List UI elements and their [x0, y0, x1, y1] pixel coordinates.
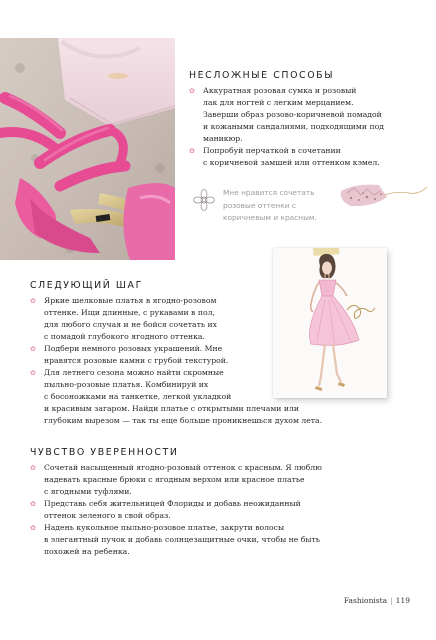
footer-separator: |	[390, 596, 393, 605]
list-item	[30, 522, 410, 558]
bullet-list	[30, 295, 390, 427]
text-line: похожей на ребенка.	[44, 547, 130, 556]
text-line: ✿ Сочетай насыщенный ягодно-розовый оттенок с красным. Я люблю	[44, 463, 322, 472]
text-line: с босоножками на танкетке, легкой укладкой	[44, 392, 232, 401]
section-easy-ways	[189, 70, 429, 169]
text-line: глубоким вырезом — так ты еще больше проникнешься духом лета.	[44, 416, 323, 425]
text-line: с коричневой замшей или оттенком кэмел.	[203, 158, 380, 167]
text-line: пыльно-розовые платья. Комбинируй их	[44, 380, 209, 389]
section-next-step	[30, 280, 390, 427]
section-heading: СЛЕДУЮЩИЙ ШАГ	[30, 280, 143, 291]
list-item	[30, 295, 390, 343]
text-line: надевать красные брюки с ягодным верхом или красное платье	[44, 475, 305, 484]
list-item	[189, 145, 429, 169]
text-line: ✿ Аккуратная розовая сумка и розовый	[203, 86, 357, 95]
pull-quote	[191, 181, 431, 233]
flower-icon	[194, 190, 215, 211]
text-line: для любого случая и не бойся сочетать их	[44, 320, 217, 329]
quote-text	[223, 187, 317, 225]
text-line: Мне нравится сочетать	[223, 188, 315, 197]
text-line: маникюр.	[203, 134, 243, 143]
page-footer	[344, 596, 410, 605]
page-number: 119	[395, 596, 410, 605]
text-line: в элегантный пучок и добавь солнцезащитные очки, чтобы не быть	[44, 535, 320, 544]
text-line: коричневым и красным.	[223, 213, 317, 223]
text-line: с ягодными туфлями.	[44, 487, 132, 496]
text-line: ✿ Представь себя жительницей Флориды и добавь неожиданный	[44, 499, 301, 508]
text-line: ✿ Попробуй перчаткой в сочетании	[203, 146, 341, 155]
list-item	[30, 498, 410, 522]
text-line: с помадой глубокого ягодного оттенка.	[44, 332, 205, 341]
text-line: Заверши образ розово-коричневой помадой	[203, 110, 382, 119]
text-line: розовые оттенки с	[223, 200, 296, 210]
text-line: ✿ Подбери немного розовых украшений. Мне	[44, 344, 223, 353]
photo-illustration	[0, 38, 175, 260]
list-item	[30, 367, 390, 427]
section-heading: НЕСЛОЖНЫЕ СПОСОБЫ	[189, 70, 335, 81]
crystal-icon	[341, 185, 427, 206]
text-line: ✿ Надень кукольное пыльно-розовое платье, закрути волосы	[44, 523, 285, 532]
text-line: ✿ Яркие шелковые платья в ягодно-розовом	[44, 296, 217, 305]
text-line: и кожаными сандалиями, подходящими под	[203, 122, 384, 131]
section-confidence	[30, 447, 410, 558]
text-line: нравятся розовые камни с грубой текстурой.	[44, 356, 229, 365]
bullet-list	[30, 462, 410, 558]
text-line: оттенок зеленого в свой образ.	[44, 511, 171, 520]
photo-pink-accessories	[0, 38, 175, 260]
bullet-list	[189, 85, 429, 169]
text-line: ✿ Для летнего сезона можно найти скромные	[44, 368, 224, 377]
text-line: оттенке. Ищи длинные, с рукавами в пол,	[44, 308, 215, 317]
list-item	[30, 343, 390, 367]
section-heading: ЧУВСТВО УВЕРЕННОСТИ	[30, 447, 179, 458]
book-title: Fashionista	[343, 596, 388, 605]
list-item	[30, 462, 410, 498]
list-item	[189, 85, 429, 145]
text-line: лак для ногтей с легким мерцанием.	[203, 98, 354, 107]
text-line: и красивым загаром. Найди платье с открытыми плечами или	[44, 404, 300, 413]
